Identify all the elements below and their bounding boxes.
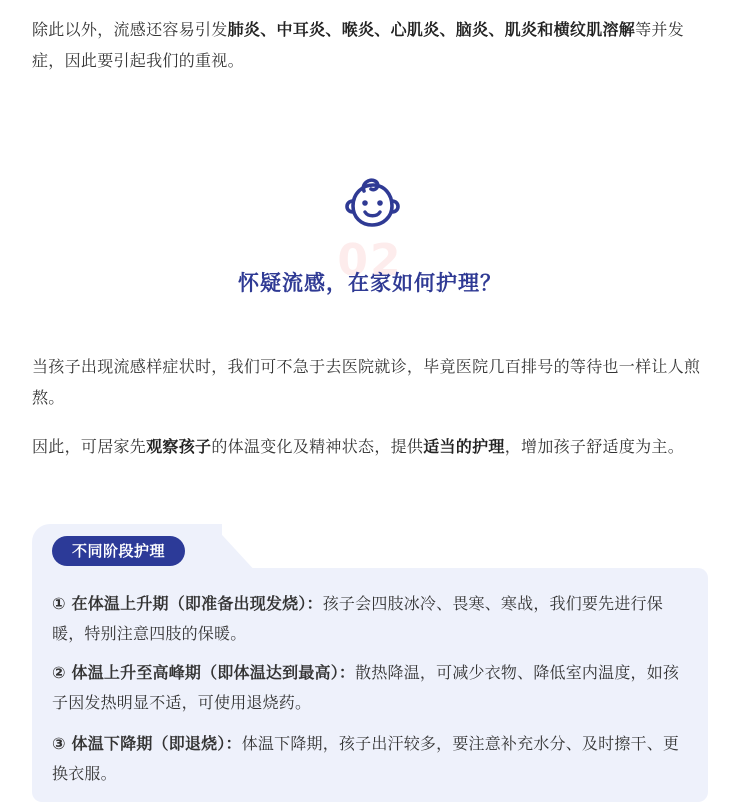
baby-face-icon	[341, 176, 401, 228]
card-tab-slope	[212, 524, 258, 574]
advice-text-end: ，增加孩子舒适度为主。	[504, 437, 685, 456]
proper-care-bold: 适当的护理	[423, 437, 505, 456]
care-item-text: 散热降温，可减少衣物、降低室内温度，如孩子因发热明显不适，可使用退烧药。	[52, 663, 680, 712]
complications-bold: 肺炎、中耳炎、喉炎、心肌炎、脑炎、肌炎和横纹肌溶解	[227, 20, 636, 39]
section-title: 怀疑流感，在家如何护理？	[238, 271, 502, 295]
care-item-heading: ② 体温上升至高峰期（即体温达到最高）：	[52, 663, 356, 682]
intro-text: 除此以外，流感还容易引发	[32, 20, 228, 39]
intro-paragraph	[32, 14, 712, 76]
body-paragraph: 当孩子出现流感样症状时，我们可不急于去医院就诊，毕竟医院几百排号的等待也一样让人煎熬。	[32, 357, 701, 407]
observe-child-bold: 观察孩子	[146, 437, 212, 456]
section-number: 02	[337, 235, 403, 286]
intro-text-end: 等并发症，因此要引起我们的重视。	[32, 20, 685, 70]
care-item-heading: ③ 体温下降期（即退烧）：	[52, 734, 242, 753]
care-item	[52, 729, 692, 789]
advice-text: 因此，可居家先	[32, 437, 147, 456]
care-item-text: 体温下降期，孩子出汗较多，要注意补充水分、及时擦干、更换衣服。	[52, 734, 680, 783]
advice-paragraph	[32, 431, 712, 462]
care-item-heading: ① 在体温上升期（即准备出现发烧）：	[52, 594, 323, 613]
care-item-text: 孩子会四肢冰冷、畏寒、寒战，我们要先进行保暖，特别注意四肢的保暖。	[52, 594, 663, 643]
care-badge: 不同阶段护理	[52, 536, 185, 566]
care-item	[52, 658, 692, 718]
care-item	[52, 589, 692, 649]
advice-text-mid: 的体温变化及精神状态，提供	[211, 437, 424, 456]
